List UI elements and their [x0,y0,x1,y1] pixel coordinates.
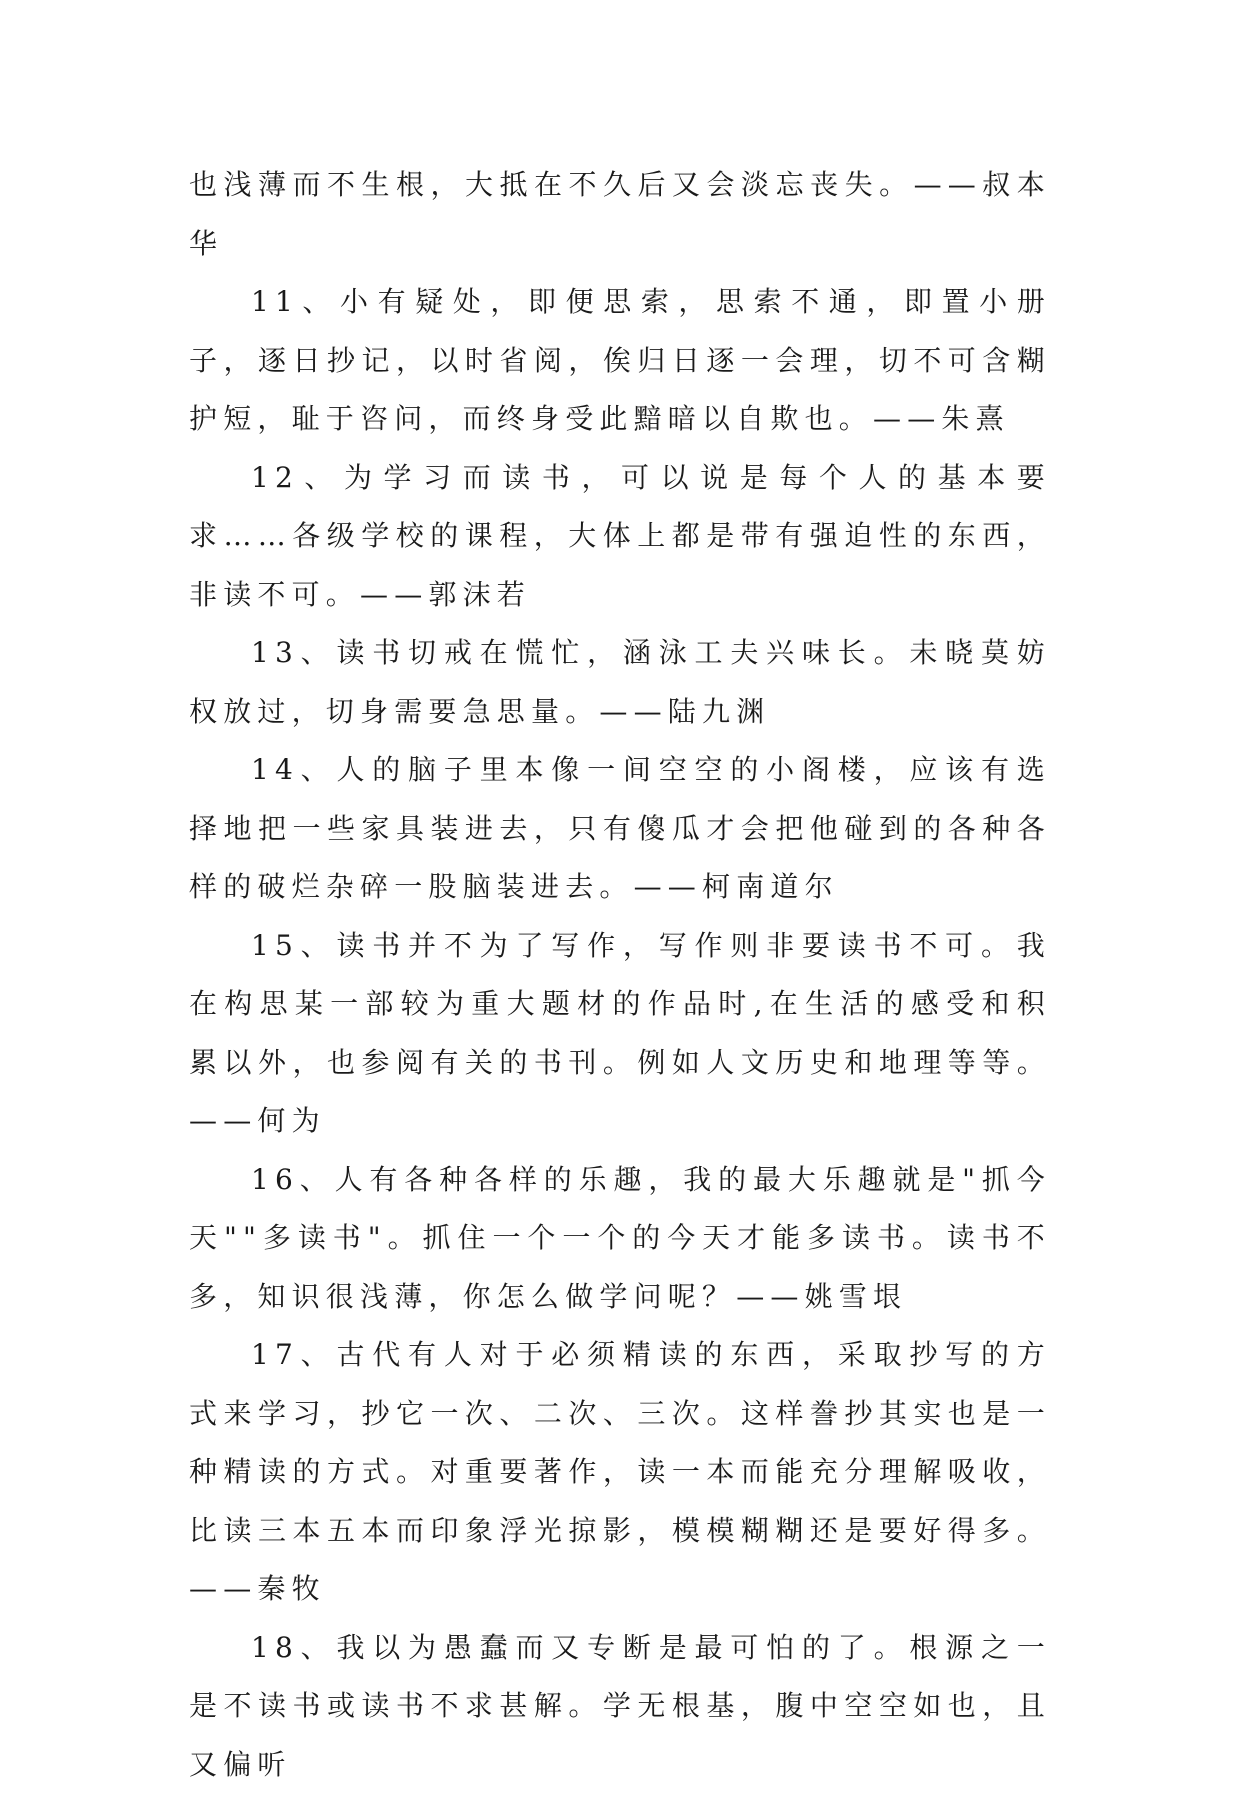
paragraph-quote-11: 11、小有疑处，即便思索，思索不通，即置小册子，逐日抄记，以时省阅，俟归日逐一会理，切不可含糊护短，耻于咨问，而终身受此黯暗以自欺也。——朱熹 [189,273,1051,449]
paragraph-quote-17: 17、古代有人对于必须精读的东西，采取抄写的方式来学习，抄它一次、二次、三次。这样誊抄其实也是一种精读的方式。对重要著作，读一本而能充分理解吸收，比读三本五本而印象浮光掠影，模模糊糊还是要好得多。——秦牧 [189,1326,1051,1619]
paragraph-quote-12: 12、为学习而读书，可以说是每个人的基本要求……各级学校的课程，大体上都是带有强迫性的东西，非读不可。——郭沫若 [189,449,1051,625]
paragraph-quote-14: 14、人的脑子里本像一间空空的小阁楼，应该有选择地把一些家具装进去，只有傻瓜才会把他碰到的各种各样的破烂杂碎一股脑装进去。——柯南道尔 [189,741,1051,917]
paragraph-quote-18: 18、我以为愚蠢而又专断是最可怕的了。根源之一是不读书或读书不求甚解。学无根基，腹中空空如也，且又偏听 [189,1619,1051,1794]
paragraph-continuation: 也浅薄而不生根，大抵在不久后又会淡忘丧失。——叔本华 [189,156,1051,273]
document-body [189,156,1051,1794]
paragraph-quote-16: 16、人有各种各样的乐趣，我的最大乐趣就是"抓今天""多读书"。抓住一个一个的今天才能多读书。读书不多，知识很浅薄，你怎么做学问呢？——姚雪垠 [189,1151,1051,1327]
paragraph-quote-13: 13、读书切戒在慌忙，涵泳工夫兴味长。未晓莫妨权放过，切身需要急思量。——陆九渊 [189,624,1051,741]
paragraph-quote-15: 15、读书并不为了写作，写作则非要读书不可。我在构思某一部较为重大题材的作品时,在生活的感受和积累以外，也参阅有关的书刊。例如人文历史和地理等等。——何为 [189,917,1051,1151]
